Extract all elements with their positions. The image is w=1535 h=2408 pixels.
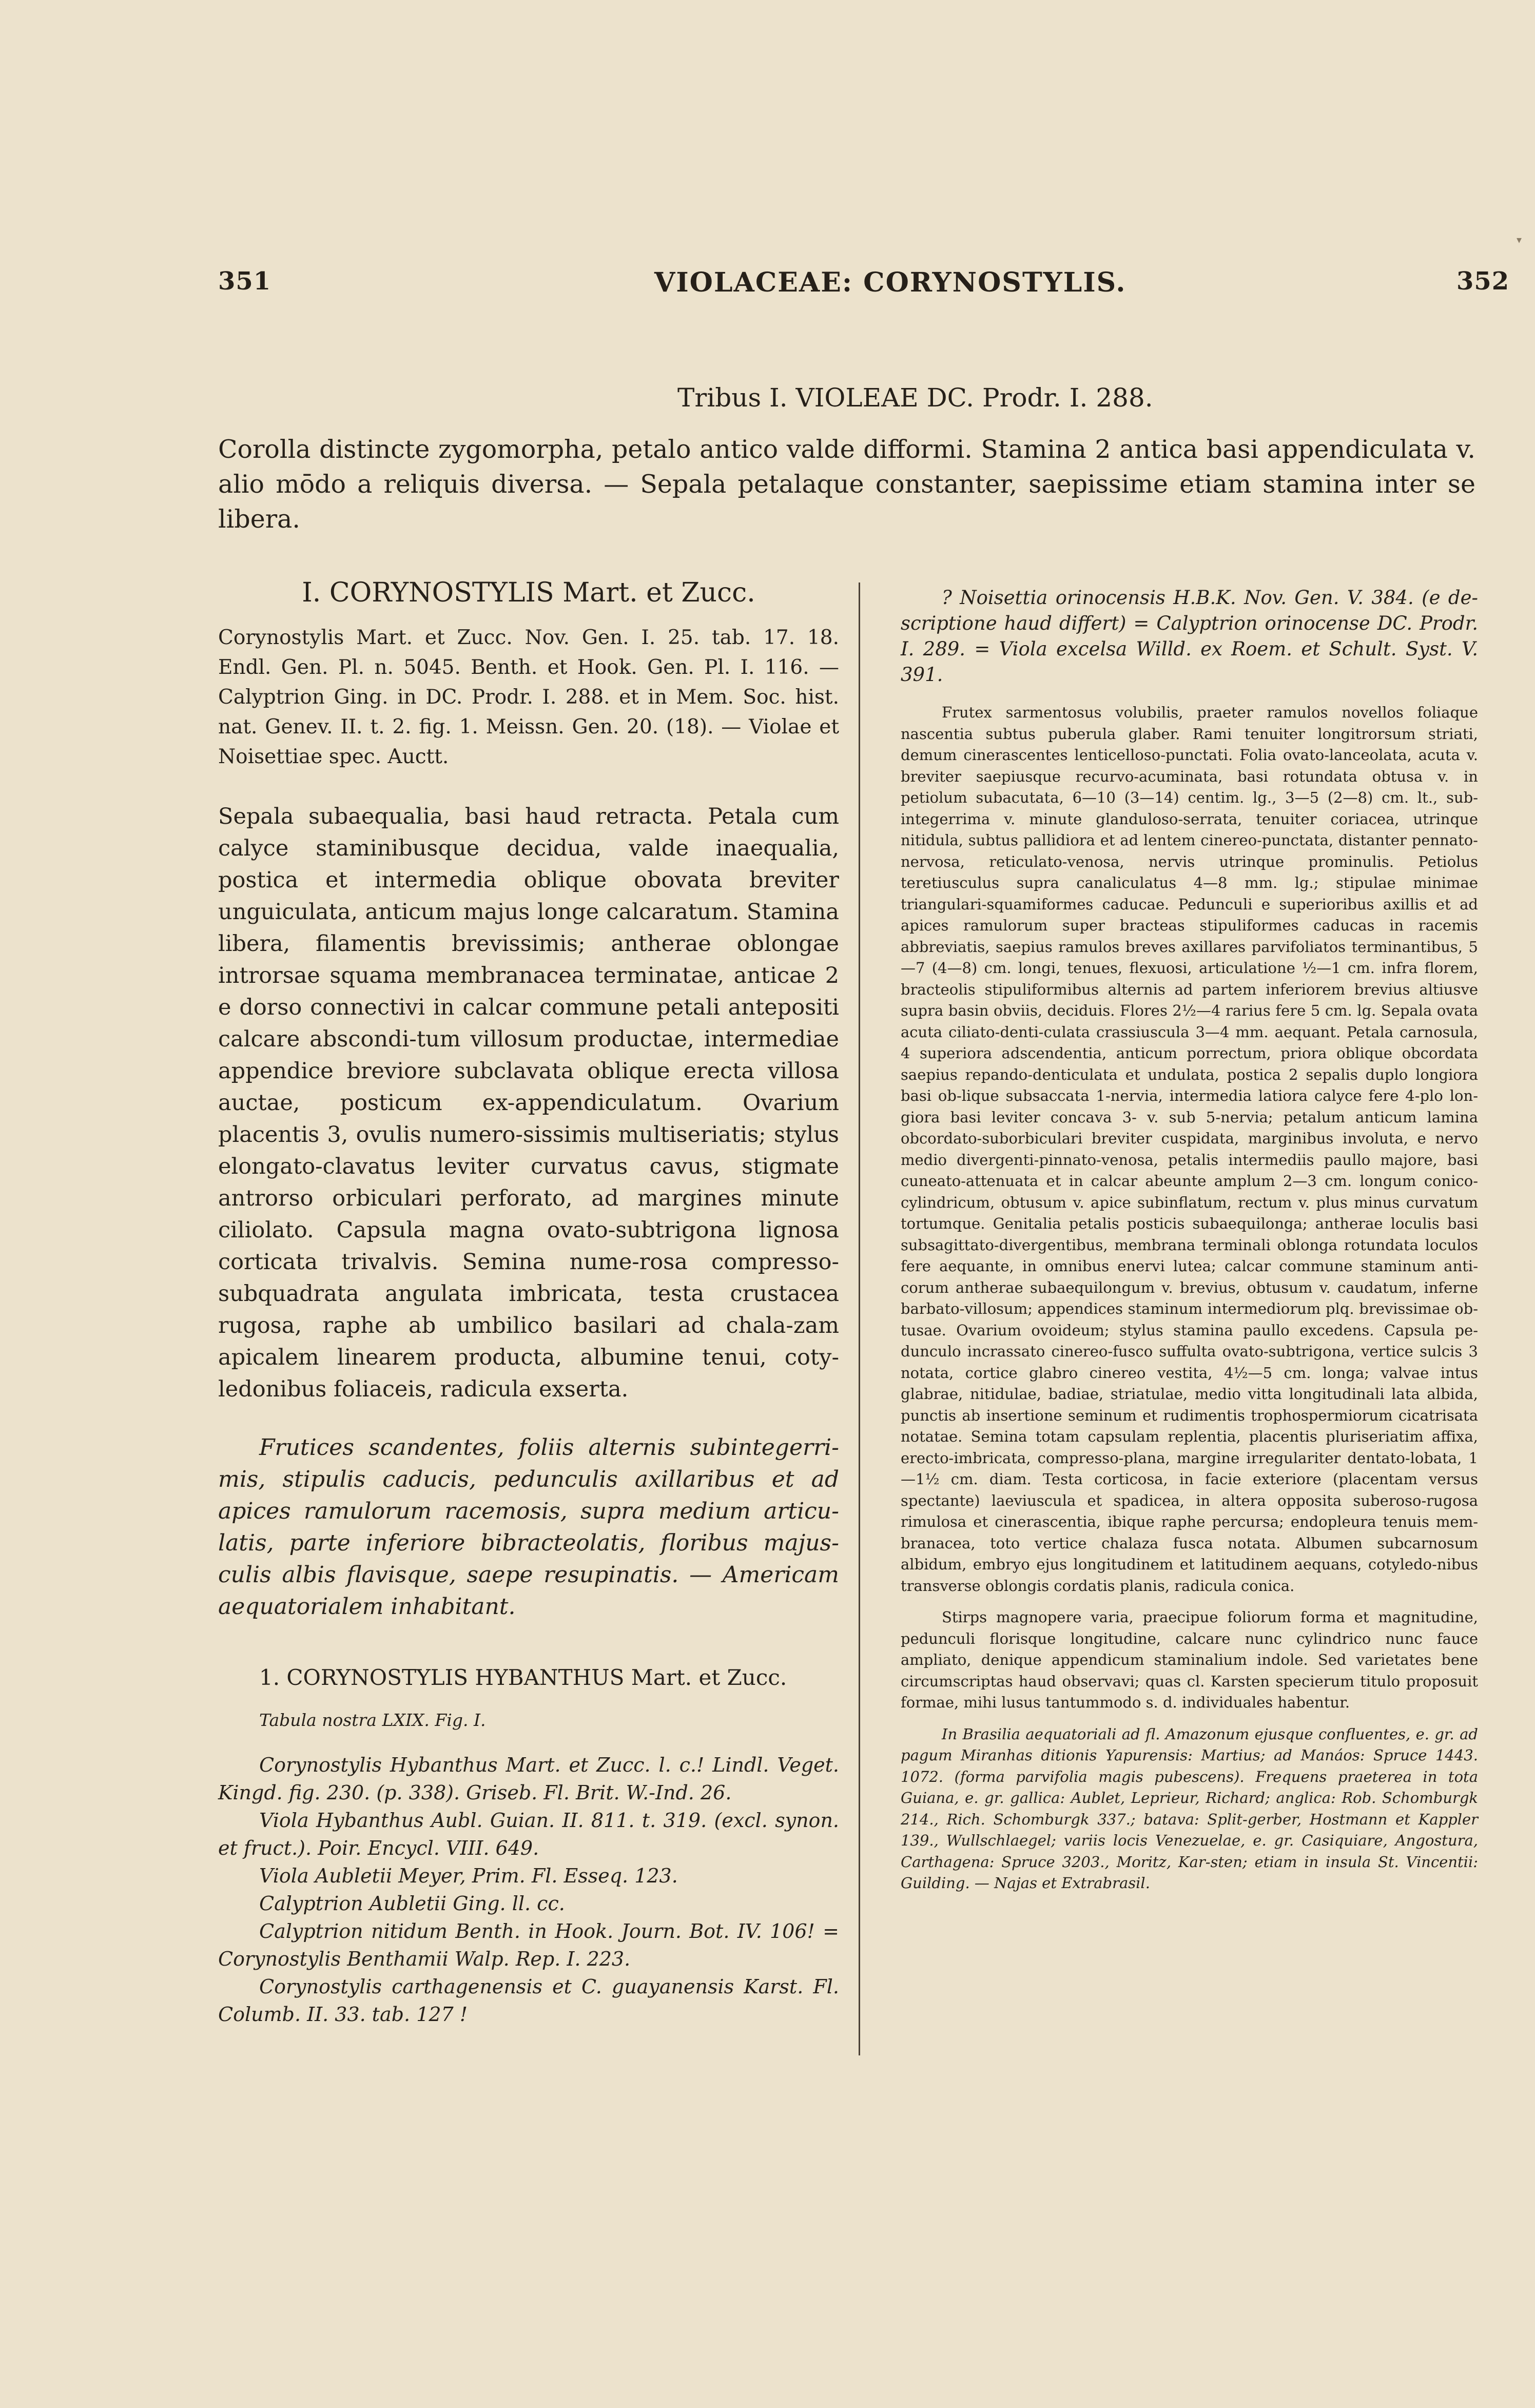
species-title: 1. CORYNOSTYLIS HYBANTHUS Mart. et Zucc. [259, 1665, 787, 1690]
right-column [901, 585, 1478, 1894]
plate-reference: Tabula nostra LXIX. Fig. I. [259, 1710, 486, 1730]
genus-title: I. CORYNOSTYLIS Mart. et Zucc. [302, 577, 755, 608]
genus-description: Sepala subaequalia, basi haud retracta. Petala cum calyce staminibusque decidua, valde inaequalia, postica et intermedia oblique obovata breviter unguiculata, anticum majus longe calcaratum. Stamina libera, filamentis brevissimis; antherae oblongae introrsae squama membranacea terminatae, anticae 2 e dorso connectivi in calcar commune petali antepositi calcare abscondi-tum villosum productae, intermediae appendice breviore subclavata oblique erecta villosa auctae, posticum ex-appendiculatum. Ovarium placentis 3, ovulis numero-sissimis multiseriatis; stylus elongato-clavatus leviter curvatus cavus, stigmate antrorso orbiculari perforato, ad margines minute ciliolato. Capsula magna ovato-subtrigona lignosa corticata trivalvis. Semina nume-rosa compresso-subquadrata angulata imbricata, testa crustacea rugosa, raphe ab umbilico basilari ad chala-zam apicalem linearem producta, albumine tenui, coty-ledonibus foliaceis, radicula exserta. [218, 804, 839, 1402]
tribus-description: Corolla distincte zygomorpha, petalo antico valde difformi. Stamina 2 antica basi appendiculata v. alio mōdo a reliquis diversa. — Sepala petalaque constanter, saepissime etiam stamina inter se libera. [218, 435, 1475, 534]
species-synonym-continued: ? Noisettia orinocensis H.B.K. Nov. Gen. V. 384. (e de-scriptione haud differt) = Calyptrion orinocense DC. Prodr. I. 289. = Viola excelsa Willd. ex Roem. et Schult. Syst. V. 391. [901, 587, 1478, 686]
species-variation: Stirps magnopere varia, praecipue foliorum forma et magnitudine, pedunculi florisque longitudine, calcare nunc cylindrico nunc fauce ampliato, denique appendicum staminalium indole. Sed varietates bene circumscriptas haud observavi; quas cl. Karsten specierum titulo proposuit formae, mihi lusus tantummodo s. d. individuales habentur. [901, 1608, 1478, 1711]
species-synonym: Viola Hybanthus Aubl. Guian. II. 811. t. 319. (excl. synon. et fruct.). Poir. Encycl. VIII. 649. [218, 1809, 839, 1859]
species-synonym: Viola Aubletii Meyer, Prim. Fl. Esseq. 123. [259, 1865, 678, 1887]
species-synonym: Corynostylis carthagenensis et C. guayanensis Karst. Fl. Columb. II. 33. tab. 127 ! [218, 1975, 839, 2026]
species-synonym: Calyptrion nitidum Benth. in Hook. Journ. Bot. IV. 106! = Corynostylis Benthamii Walp. Rep. I. 223. [218, 1920, 839, 1970]
tribus-heading: Tribus I. VIOLEAE DC. Prodr. I. 288. [677, 383, 1153, 413]
margin-mark: ▾ [1517, 234, 1522, 246]
column-divider [859, 582, 860, 2055]
left-column [218, 577, 839, 2028]
page-number-left: 351 [218, 267, 271, 296]
genus-habit: Frutices scandentes, foliis alternis subintegerri-mis, stipulis caducis, pedunculis axillaribus et ad apices ramulorum racemosis, supra medium articu-latis, parte inferiore bibracteolatis, floribus majus-culis albis flavisque, saepe resupinatis. — Americam aequatorialem inhabitant. [218, 1434, 839, 1620]
genus-synonymy: Corynostylis Mart. et Zucc. Nov. Gen. I. 25. tab. 17. 18. Endl. Gen. Pl. n. 5045. Benth. et Hook. Gen. Pl. I. 116. — Calyptrion Ging. in DC. Prodr. I. 288. et in Mem. Soc. hist. nat. Genev. II. t. 2. fig. 1. Meissn. Gen. 20. (18). — Violae et Noisettiae spec. Auctt. [218, 626, 839, 768]
species-description: Frutex sarmentosus volubilis, praeter ramulos novellos foliaque nascentia subtus puberula glaber. Rami tenuiter longitrorsum striati, demum cinerascentes lenticelloso-punctati. Folia ovato-lanceolata, acuta v. breviter saepiusque recurvo-acuminata, basi rotundata obtusa v. in petiolum subacutata, 6—10 (3—14) centim. lg., 3—5 (2—8) cm. lt., sub-integerrima v. minute glanduloso-serrata, tenuiter coriacea, utrinque nitidula, subtus pallidiora et ad lentem cinereo-punctata, distanter pennato-nervosa, reticulato-venosa, nervis utrinque prominulis. Petiolus teretiusculus supra canaliculatus 4—8 mm. lg.; stipulae minimae triangulari-squamiformes caducae. Pedunculi e superioribus axillis et ad apices ramulorum super bracteas stipuliformes caducas in racemis abbreviatis, saepius ramulos breves axillares parvifoliatos terminantibus, 5—7 (4—8) cm. longi, tenues, flexuosi, articulatione ½—1 cm. infra florem, bracteolis stipuliformibus alternis ad partem inferiorem brevius altiusve supra basin obviis, deciduis. Flores 2½—4 rarius fere 5 cm. lg. Sepala ovata acuta ciliato-denti-culata crassiuscula 3—4 mm. aequant. Petala carnosula, 4 superiora adscendentia, anticum porrectum, priora oblique obcordata saepius repando-denticulata et undulata, postica 2 sepalis duplo longiora basi ob-lique subsaccata 1-nervia, intermedia latiora calyce fere 4-plo lon-giora basi leviter concava 3- v. sub 5-nervia; petalum anticum lamina obcordato-suborbiculari breviter cuspidata, marginibus involuta, e nervo medio divergenti-pinnato-venosa, petalis intermediis paullo majore, basi cuneato-attenuata et in calcar abeunte amplum 2—3 cm. longum conico-cylindricum, obtusum v. apice subinflatum, rectum v. plus minus curvatum tortumque. Genitalia petalis posticis subaequilonga; antherae loculis basi subsagittato-divergentibus, membrana terminali oblonga rotundata loculos fere aequante, in omnibus enervi lutea; calcar commune staminum anti-corum antherae subaequilongum v. brevius, obtusum v. caudatum, inferne barbato-villosum; appendices staminum intermediorum plq. brevissimae ob-tusae. Ovarium ovoideum; stylus stamina paullo excedens. Capsula pe-dunculo incrassato cinereo-fusco suffulta ovato-subtrigona, vertice sulcis 3 notata, cortice glabro cinereo vestita, 4½—5 cm. longa; valvae intus glabrae, nitidulae, badiae, striatulae, medio vitta longitudinali lata albida, punctis ab insertione seminum et rudimentis trophospermiorum cicatrisata notatae. Semina totam capsulam replentia, placentis pluriseriatim affixa, erecto-imbricata, compresso-plana, margine irregulariter dentato-lobata, 1—1½ cm. diam. Testa corticosa, in facie exteriore (placentam versus spectante) laeviuscula et spadicea, in altera opposita suberoso-rugosa rimulosa et cinerascentia, ibique raphe percursa; endopleura tenuis mem-branacea, toto vertice chalaza fusca notata. Albumen subcarnosum albidum, embryo ejus longitudinem et latitudinem aequans, cotyledo-nibus transverse oblongis cordatis planis, radicula conica. [901, 704, 1478, 1595]
species-synonym: Corynostylis Hybanthus Mart. et Zucc. l. c.! Lindl. Veget. Kingd. fig. 230. (p. 338). Griseb. Fl. Brit. W.-Ind. 26. [218, 1754, 839, 1804]
page-number-right: 352 [1456, 267, 1510, 296]
species-distribution: In Brasilia aequatoriali ad fl. Amazonum ejusque confluentes, e. gr. ad pagum Miranhas ditionis Yapurensis: Martius; ad Manáos: Spruce 1443. 1072. (forma parvifolia magis pubescens). Frequens praeterea in tota Guiana, e. gr. gallica: Aublet, Leprieur, Richard; anglica: Rob. Schomburgk 214., Rich. Schomburgk 337.; batava: Split-gerber, Hostmann et Kappler 139., Wullschlaegel; variis locis Venezuelae, e. gr. Casiquiare, Angostura, Carthagena: Spruce 3203., Moritz, Kar-sten; etiam in insula St. Vincentii: Guilding. — Najas et Extrabrasil. [901, 1725, 1478, 1892]
running-title: VIOLACEAE: CORYNOSTYLIS. [654, 267, 1126, 298]
species-synonym: Calyptrion Aubletii Ging. ll. cc. [259, 1892, 565, 1915]
